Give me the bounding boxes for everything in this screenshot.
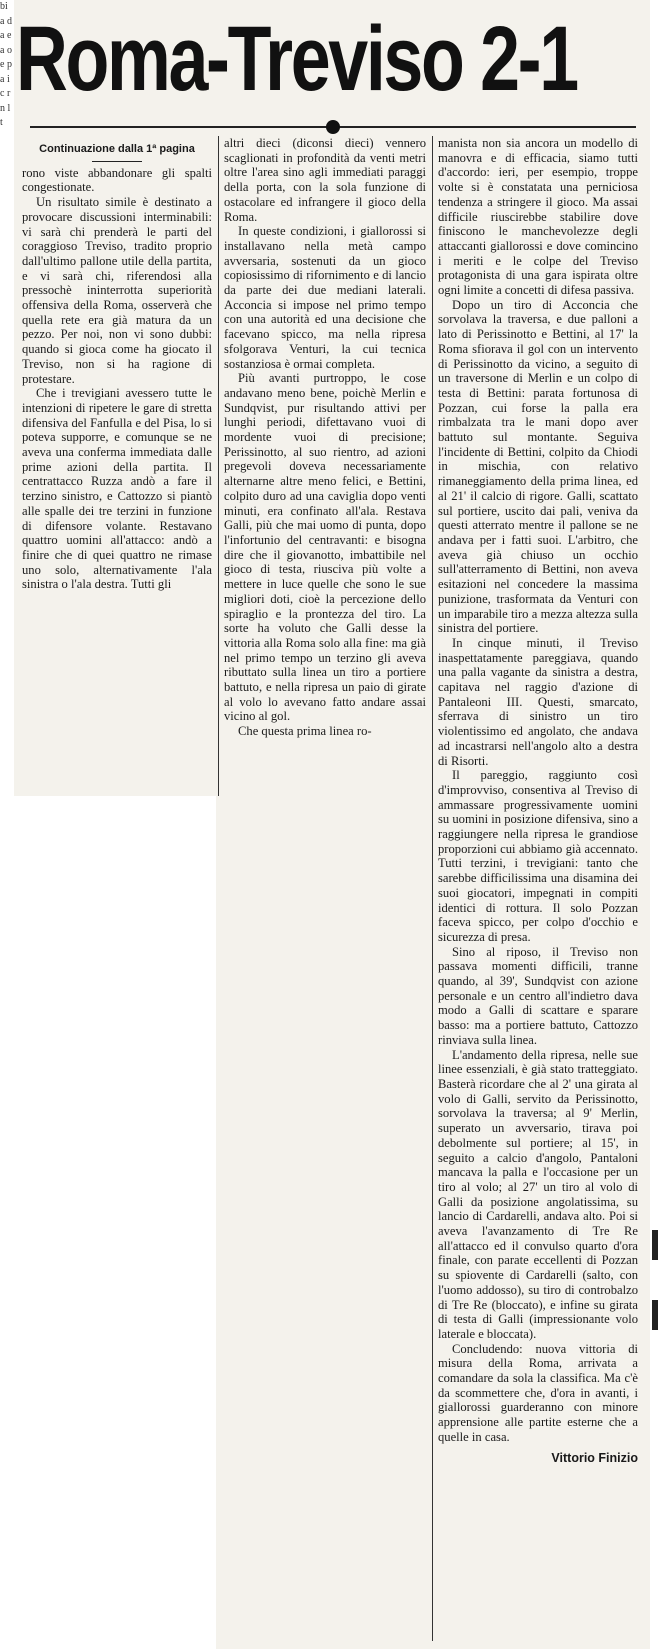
paragraph: Che questa prima linea ro- xyxy=(238,724,372,739)
rule-ornament-icon xyxy=(326,120,340,134)
continuation-note: Continuazione dalla 1ª pagina xyxy=(39,143,195,155)
article-column-3 xyxy=(438,136,638,1641)
paragraph: Concludendo: nuova vittoria di misura della Roma, arrivata a comandare da sola la classifica. Ma c'è da scommettere che, d'ora in avanti, i giallorossi guarderanno con minore apprensione alle partite esterne che a quelle in casa. xyxy=(438,1341,638,1444)
paragraph: altri dieci (diconsi dieci) vennero scaglionati in profondità da venti metri oltre l'area sino agli immediati paraggi della porta, con la sola funzione di ostacolare ed infrangere il gioco della Roma. xyxy=(224,136,426,224)
paragraph: Che i trevigiani avessero tutte le intenzioni di ripetere le gare di stretta difensiva del Fanfulla e del Pisa, lo si poteva supporre, e comunque se ne aveva una conferma immediata dalle prime azioni della partita. Il centrattacco Ruzza andò a fare il terzino sinistro, e Cattozzo si piantò alle spalle dei tre terzini in funzione di difensore volante. Restavano quattro uomini all'attacco: andò a finire che di quei quattro ne rimase uno solo, alternativamente l'ala sinistra o l'ala destra. Tutti gli xyxy=(22,386,212,592)
paragraph: Dopo un tiro di Acconcia che sorvolava la traversa, e due palloni a lato di Perissinotto e Bettini, al 17' la Roma sfiorava il gol con un intervento di Perissinotto da vicino, a seguito di un traversone di Merlin e un colpo di testa di Bettini: parata fortunosa di Pozzan, cui forse la palla era rimbalzata tra le mani dopo aver battuto sul montante. Seguiva l'incidente di Bettini, colpito da Chiodi in mischia, con relativo rimaneggiamento della prima linea, ed al 21' il calcio di rigore. Galli, scattato sul portiere, uscito dai pali, veniva da questi atterrato mentre il pallone se ne andava per i fatti suoi. L'arbitro, che aveva già chiuso un occhio sull'atterramento di Bettini, non aveva esitazioni nel concedere la massima punizione, trasformata da Venturi con un imparabile tiro a mezza altezza sulla sinistra del portiere. xyxy=(438,297,638,636)
article-column-2 xyxy=(224,136,426,791)
paragraph: Il pareggio, raggiunto così d'improvviso, consentiva al Treviso di ammassare progressivamente uomini su uomini in posizione difensiva, sino a raggiungere nella ripresa le grandiose proporzioni cui abbiamo già accennato. Tutti terzini, i trevigiani: tanto che sarebbe difficilissima una disamina dei suoi giocatori, impegnati in compiti identici di rottura. Il solo Pozzan faceva spicco, per colpo d'occhio e sicurezza di presa. xyxy=(438,768,638,944)
headline: Roma-Treviso 2-1 xyxy=(16,8,577,110)
edge-mark xyxy=(652,1300,658,1330)
paragraph: Sino al riposo, il Treviso non passava momenti difficili, tranne quando, al 39', Sundqvist con azione personale e un centro all'indietro dava modo a Galli di scattare e sparare basso: ma a portiere battuto, Cattozzo rinviava sulla linea. xyxy=(438,944,638,1047)
paragraph: Un risultato simile è destinato a provocare discussioni interminabili: vi sarà chi prenderà le parti del coraggioso Treviso, tradito proprio dall'ultimo pallone utile della partita, e vi sarà chi, riferendosi alla pressochè ininterrotta superiorità offensiva della Roma, osserverà che quella rete era già matura da un pezzo. Per noi, non vi sono dubbi: quando si gioca come ha giocato il Treviso, non si ha ragione di protestare. xyxy=(22,195,212,386)
paragraph: Più avanti purtroppo, le cose andavano meno bene, poichè Merlin e Sundqvist, pur risultando attivi per lunghi periodi, difettavano vuoi di mordente vuoi di precisione; Perissinotto, al suo rientro, ad azioni pregevoli doveva necessariamente alternarne altre meno felici, e Bettini, colpito duro ad una caviglia dopo venti minuti, era confinato all'ala. Restava Galli, più che mai uomo di punta, dopo l'infortunio del centravanti: e bisogna dire che il giovanotto, imbattibile nel gioco di testa, riusciva più volte a mettere in luce quelle che sono le sue migliori doti, cioè la percezione dello spiraglio e la prontezza del tiro. La sorte ha voluto che Galli desse la vittoria alla Roma solo alla fine: ma già nel primo tempo un terzino gli aveva ributtato sulla linea un tiro a portiere battuto, e nella ripresa un paio di girate al volo lo avevano fatto andare assai vicino al gol. xyxy=(224,371,426,724)
article-column-1 xyxy=(22,136,212,616)
paragraph: L'andamento della ripresa, nelle sue linee essenziali, è già stato tratteggiato. Basterà ricordare che al 2' una girata al volo di Galli, servito da Perissinotto, sorvolava la traversa; al 9' Merlin, superato un avversario, tirava poi debolmente sul portiere; al 15', in seguito a calcio d'angolo, Pantaloni mancava la palla e l'occasione per un tiro al volo; al 27' un tiro al volo di Galli da posizione angolatissima, su lancio di Cardarelli, andava alto. Poi si aveva l'avanzamento di Tre Re all'attacco ed il convulso quarto d'ora finale, con parate eccellenti di Pozzan su spiovente di Cardarelli (salto, con l'uomo addosso), su tiro di controbalzo di Tre Re (bloccato), e infine su girata di testa di Galli (impressionante volo laterale e bloccata). xyxy=(438,1047,638,1341)
paragraph: manista non sia ancora un modello di manovra e di efficacia, siamo tutti d'accordo: ieri, per esempio, troppe volte si è constatata una perniciosa tendenza a stringere il gioco. Ma assai difficile riuscirebbe stabilire dove finiscono le manchevolezze degli attaccanti giallorossi e dove comincino i meriti e le colpe del Treviso protagonista di una gara ispirata oltre ogni limite a concetti di difesa passiva. xyxy=(438,136,638,298)
column-divider-2 xyxy=(432,136,433,1641)
adjacent-column-fragment: bi a d a e a o e p a i c r n l t xyxy=(0,1,12,128)
author-signature: Vittorio Finizio xyxy=(551,1450,638,1465)
paragraph: In queste condizioni, i giallorossi si installavano nella metà campo avversaria, sostenuti da un gioco copiosissimo di rifornimento e di lancio da parte dei due mediani laterali. Acconcia si impose nel primo tempo con una autorità ed una decisione che facevano spicco, ma nella ripresa sfolgorava Venturi, la cui tecnica sostanziosa è ormai completa. xyxy=(224,224,426,371)
paragraph: In cinque minuti, il Treviso inaspettatamente pareggiava, quando una palla vagante da sinistra a destra, capitava nel raggio d'azione di Pantaleoni III. Questi, smarcato, sferrava di sinistro un tiro violentissimo ed angolato, che andava ad incastrarsi nell'angolo alto a destra di Risorti. xyxy=(438,635,638,768)
continuation-rule xyxy=(92,161,142,162)
column-divider-1 xyxy=(218,136,219,796)
paragraph: rono viste abbandonare gli spalti congestionate. xyxy=(22,165,212,195)
edge-mark xyxy=(652,1230,658,1260)
